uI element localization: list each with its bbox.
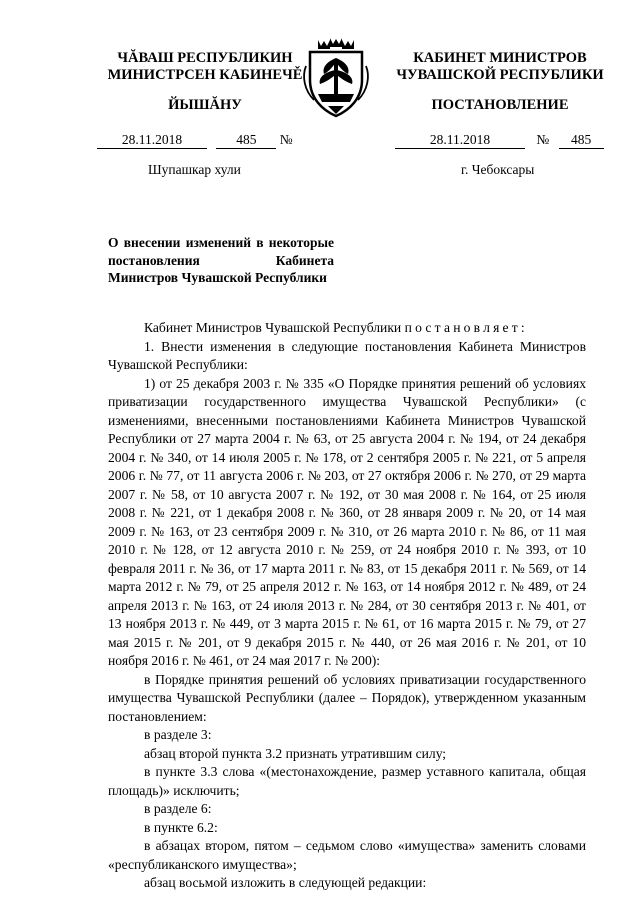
paragraph: в пункте 3.3 слова «(местонахождение, размер уставного капитала, общая площадь)» исключить; xyxy=(108,764,586,798)
document-body xyxy=(108,319,586,893)
paragraph: абзац второй пункта 3.2 признать утратившим силу; xyxy=(144,745,447,761)
header-left-line2: МИНИСТРСЕН КАБИНЕЧĚ xyxy=(107,67,303,83)
number-left: 485 xyxy=(216,132,276,149)
paragraph: в разделе 3: xyxy=(144,727,212,742)
paragraph: 1. Внести изменения в следующие постановления Кабинета Министров Чувашской Республики: xyxy=(108,338,586,372)
paragraph: абзац восьмой изложить в следующей редакции: xyxy=(144,875,427,890)
header-left-chuvash xyxy=(95,50,315,84)
document-subject: О внесении изменений в некоторые постановления Кабинета Министров Чувашской Республики xyxy=(108,235,334,285)
date-number-right xyxy=(395,132,604,149)
doc-type-left: ЙЫШĂНУ xyxy=(168,97,242,113)
date-right: 28.11.2018 xyxy=(395,132,525,149)
number-sign-right: № xyxy=(536,132,550,147)
intro-lead: Кабинет Министров Чувашской Республики xyxy=(144,320,402,335)
paragraph: в абзацах втором, пятом – седьмом слово «имущества» заменить словами «республиканского имущества»; xyxy=(108,838,586,872)
header-right-line1: КАБИНЕТ МИНИСТРОВ xyxy=(413,50,587,66)
intro-paragraph xyxy=(108,319,586,338)
number-sign-left: № xyxy=(279,132,293,147)
header-right-russian xyxy=(380,50,620,84)
header-right-line2: ЧУВАШСКОЙ РЕСПУБЛИКИ xyxy=(396,67,604,83)
doc-type-right: ПОСТАНОВЛЕНИЕ xyxy=(431,97,569,113)
coat-of-arms-icon xyxy=(300,36,372,120)
paragraph: 1) от 25 декабря 2003 г. № 335 «О Порядке принятия решений об условиях приватизации государственного имущества Чувашской Республики» (с изменениями, внесенными постановлениями Кабинета Министров Чувашской Республики от 27 марта 2004 г. № 63, от 25 августа 2004 г. № 194, от 24 декабря 2004 г. № 340, от 14 июля 2005 г. № 178, от 2 сентября 2005 г. № 221, от 5 апреля 2006 г. № 77, от 11 августа 2006 г. № 203, от 27 октября 2006 г. № 270, от 29 марта 2007 г. № 58, от 10 августа 2007 г. № 192, от 30 мая 2008 г. № 164, от 25 июля 2008 г. № 221, от 1 декабря 2008 г. № 360, от 28 января 2009 г. № 20, от 14 мая 2009 г. № 163, от 23 сентября 2009 г. № 310, от 26 марта 2010 г. № 86, от 11 мая 2010 г. № 128, от 12 августа 2010 г. № 259, от 24 ноября 2010 г. № 393, от 10 февраля 2011 г. № 36, от 17 марта 2011 г. № 83, от 15 декабря 2011 г. № 569, от 14 марта 2012 г. № 79, от 25 апреля 2012 г. № 163, от 14 ноября 2012 г. № 489, от 24 апреля 2013 г. № 163, от 24 июля 2013 г. № 284, от 30 сентября 2013 г. № 401, от 13 ноября 2013 г. № 449, от 3 марта 2015 г. № 61, от 16 марта 2015 г. № 79, от 27 мая 2015 г. № 201, от 9 декабря 2015 г. № 440, от 26 мая 2016 г. № 201, от 10 ноября 2016 г. № 461, от 24 мая 2017 г. № 200): xyxy=(108,375,586,668)
header-left-line1: ЧĂВАШ РЕСПУБЛИКИН xyxy=(117,50,293,66)
date-number-left xyxy=(97,132,293,149)
paragraph: в разделе 6: xyxy=(144,801,212,816)
city-right: г. Чебоксары xyxy=(461,162,535,177)
city-left: Шупашкар хули xyxy=(148,162,241,177)
paragraph: в Порядке принятия решений об условиях приватизации государственного имущества Чувашской Республики (далее – Порядок), утвержденном указанным постановлением: xyxy=(108,671,586,724)
date-left: 28.11.2018 xyxy=(97,132,207,149)
paragraph: в пункте 6.2: xyxy=(144,819,218,835)
number-right: 485 xyxy=(559,132,604,149)
intro-verb: постановляет: xyxy=(404,320,528,335)
